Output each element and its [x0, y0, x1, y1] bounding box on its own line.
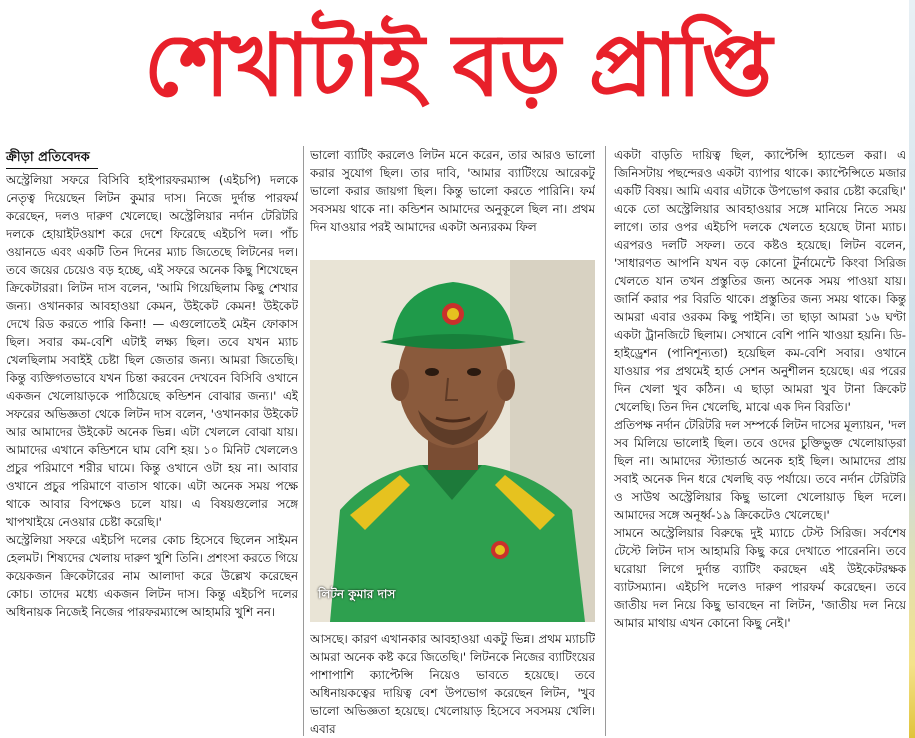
column-divider-right — [605, 146, 606, 736]
article-column-2-top — [310, 146, 595, 256]
article-column-1 — [6, 171, 298, 736]
article-paragraph: প্রতিপক্ষ নর্দান টেরিটরি দল সম্পর্কে লিটন দাসের মূল্যায়ন, 'দল সব মিলিয়ে ভালোই ছিল। তবে ওদের চুক্তিভুক্ত খেলোয়াড়রা ছিল না। আমাদের স্ট্যান্ডার্ড অনেক হাই ছিল। আমাদের প্রায় সবাই অনেক দিন ধরে খেলছি বড় পর্যায়ে। তবে নর্দান টেরিটরি ও সাউথ অস্ট্রেলিয়ার কিছু ভালো খেলোয়াড় ছিল দলে। আমাদের সঙ্গে অনূর্ধ্ব-১৯ ক্রিকেটেও খেলেছে।' — [614, 418, 906, 522]
photo-caption: লিটন কুমার দাস — [318, 587, 396, 601]
column-divider-left — [303, 146, 304, 736]
headline: শেখাটাই বড় প্রাপ্তি — [143, 16, 772, 116]
article-paragraph: আসছে। কারণ এখানকার আবহাওয়া একটু ভিন্ন। প্রথম ম্যাচটি আমরা অনেক কষ্ট করে জিতেছি।' লিটনকে নিজের ব্যাটিংয়ের পাশাপাশি ক্যাপ্টেন্সি নিয়েও ভাবতে হয়েছে। তবে অধিনায়কত্বের দায়িত্ব বেশ উপভোগ করেছেন লিটন, 'খুব ভালো অভিজ্ঞতা হয়েছে। খেলোয়াড় হিসেবে সবসময় খেলি। এবার — [310, 632, 595, 736]
article-paragraph: ভালো ব্যাটিং করলেও লিটন মনে করেন, তার আরও ভালো করার সুযোগ ছিল। তার দাবি, 'আমার ব্যাটিংয়ে আরেকটু ভালো করার জায়গা ছিল। কিন্তু ভালো করতে পারিনি। ফর্ম সবসময় থাকে না। কন্ডিশন আমাদের অনুকূলে ছিল না। প্রথম দিন যাওয়ার পরই আমাদের একটা অন্যরকম ফিল — [310, 148, 595, 234]
byline: ক্রীড়া প্রতিবেদক — [6, 150, 98, 169]
article-paragraph: সামনে অস্ট্রেলিয়ার বিরুদ্ধে দুই ম্যাচে টেস্ট সিরিজ। সর্বশেষ টেস্টে লিটন দাস আহামরি কিছু করে দেখাতে পারেননি। তবে ঘরোয়া লিগে দুর্দান্ত ব্যাটিং করছেন এই উইকেটরক্ষক ব্যাটসম্যান। এইচপি দলেও দারুণ পারফর্ম করেছেন। তবে জাতীয় দল নিয়ে কিছু ভাবছেন না লিটন, 'জাতীয় দল নিয়ে আমার মাথায় এখন কোনো কিছু নেই।' — [614, 526, 906, 630]
article-column-2-bottom — [310, 630, 595, 736]
article-paragraph: একটা বাড়তি দায়িত্ব ছিল, ক্যাপ্টেন্সি হ্যান্ডেল করা। এ জিনিসটায় পছন্দেরও একটা ব্যাপার থাকে। ক্যাপ্টেন্সিতে মজার একটি বিষয়। আমি এবার এটাকে উপভোগ করার চেষ্টা করেছি।' একে তো অস্ট্রেলিয়ার আবহাওয়ার সঙ্গে মানিয়ে নিতে সময় লাগে। তার ওপর এইচপি দলকে খেলতে হয়েছে টানা ম্যাচ। এরপরও দলটি সফল। তবে কষ্টও হয়েছে। লিটন বলেন, 'সাধারণত আপনি যখন বড় কোনো টুর্নামেন্টে কিংবা সিরিজ খেলতে যান তখন প্রস্তুতির জন্য অনেক সময় পাওয়া যায়। জার্নি করার পর বিরতি থাকে। প্রস্তুতির জন্য সময় থাকে। কিন্তু আমরা এবার ওরকম কিছু পাইনি। তা ছাড়া আমরা ১৬ ঘণ্টা একটা ট্রানজিটে ছিলাম। সেখানে বেশি পানি খাওয়া হয়নি। ডি-হাইড্রেশন (পানিশূন্যতা) হয়েছিল কম-বেশি সবার। ওখানে যাওয়ার পর প্রথমেই হার্ড সেশন অনুশীলন হয়েছে। এর পরের দিন খেলা খুব কঠিন। এ ছাড়া আমরা খুব টানা ক্রিকেট খেলেছি। তিন দিন খেলেছি, মাঝে এক দিন বিরতি।' — [614, 148, 906, 414]
page-edge-strip — [909, 0, 915, 738]
player-photo — [310, 260, 595, 622]
article-paragraph: অস্ট্রেলিয়া সফরে বিসিবি হাইপারফরম্যান্স (এইচপি) দলকে নেতৃত্ব দিয়েছেন লিটন কুমার দাস। নিজে দুর্দান্ত পারফর্ম করেছেন, দলও দারুণ খেলেছে। অস্ট্রেলিয়ার নর্দান টেরিটরি দলকে হোয়াইটওয়াশ করে দেশে ফিরেছে এইচপি দল। পাঁচ ওয়ানডে এবং একটি তিন দিনের ম্যাচ জিতেছে লিটনের দল। তবে জয়ের চেয়েও বড় হচ্ছে, এই সফরে অনেক কিছু শিখেছেন ক্রিকেটাররা। লিটন দাস বলেন, 'আমি গিয়েছিলাম কিছু শেখার জন্য। ওখানকার আবহাওয়া কেমন, উইকেট কেমন! উইকেট দেখে রিড করতে পারি কিনা! — এগুলোতেই মেইন ফোকাস ছিল। সবার কম-বেশি এটাই লক্ষ্য ছিল। তবে যখন ম্যাচ খেলছিলাম সবাইই চেষ্টা ছিল জেতার জন্য। আমরা জিতেছি। কিন্তু ব্যক্তিগতভাবে যখন চিন্তা করবেন দেখবেন বিসিবি ওখানে একজন খেলোয়াড়কে পাঠিয়েছে কন্ডিশন বোঝার জন্য।' এই সফরের অভিজ্ঞতা থেকে লিটন দাস বলেন, 'ওখানকার উইকেট আর আমাদের উইকেট অনেক ভিন্ন। এটা খেললে বোঝা যায়। আমাদের এখানে কন্ডিশনে ঘাম বেশি হয়। ১০ মিনিট খেললেও প্রচুর পরিমাণে শরীর ঘামে। কিন্তু ওখানে ওটা হয় না। আবার ওখানে প্রচুর পরিমাণে বাতাস থাকে। এটা অনেক সময় পক্ষে থাকে আবার বিপক্ষেও চলে যায়। এ বিষয়গুলোর সঙ্গে খাপখাইয়ে নেওয়ার চেষ্টা করেছি।' — [6, 173, 298, 529]
article-column-3 — [614, 146, 906, 736]
player-portrait-illustration — [310, 260, 595, 622]
article-paragraph: অস্ট্রেলিয়া সফরে এইচপি দলের কোচ হিসেবে ছিলেন সাইমন হেলমট। শিষ্যদের খেলায় দারুণ খুশি তিনি। প্রশংসা করতে গিয়ে কয়েকজন ক্রিকেটারের নাম আলাদা করে উল্লেখ করেছেন কোচ। তাদের মধ্যে একজন লিটন দাস। কিন্তু এইচপি দলের অধিনায়ক নিজেই নিজের পারফরম্যান্সে আহামরি খুশি নন। — [6, 533, 298, 619]
